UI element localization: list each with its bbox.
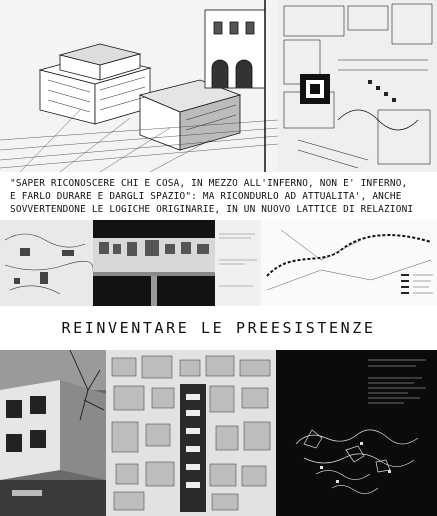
text-panel [215,220,261,306]
map-icon [276,350,437,516]
headline-band [0,306,437,350]
photo-icon [0,350,106,516]
section-icon [93,220,215,306]
route-icon [261,220,437,306]
urban-fabric-plan [106,350,276,516]
headline: REINVENTARE LE PREESISTENZE [61,319,376,337]
quote-block [0,172,437,220]
urban-map-small [0,220,93,306]
plan-icon [278,0,437,172]
site-plan-top [278,0,437,172]
quote-line-2: E FARLO DURARE E DARGLI SPAZIO": MA RICONDURLO AD ATTUALITA', ANCHE [10,190,402,202]
building-photo [0,350,106,516]
quote-line-1: "SAPER RICONOSCERE CHI E COSA, IN MEZZO ALL'INFERNO, NON E' INFERNO, [10,177,408,189]
axonometric-drawing [0,0,278,172]
axonometric-icon [0,0,278,172]
elevation-section [93,220,215,306]
dark-site-map [276,350,437,516]
text-lines-icon [215,220,261,306]
corridor-map [261,220,437,306]
plan-icon [106,350,276,516]
quote-line-3: SOVVERTENDONE LE LOGICHE ORIGINARIE, IN UN NUOVO LATTICE DI RELAZIONI [10,203,414,215]
map-icon [0,220,93,306]
